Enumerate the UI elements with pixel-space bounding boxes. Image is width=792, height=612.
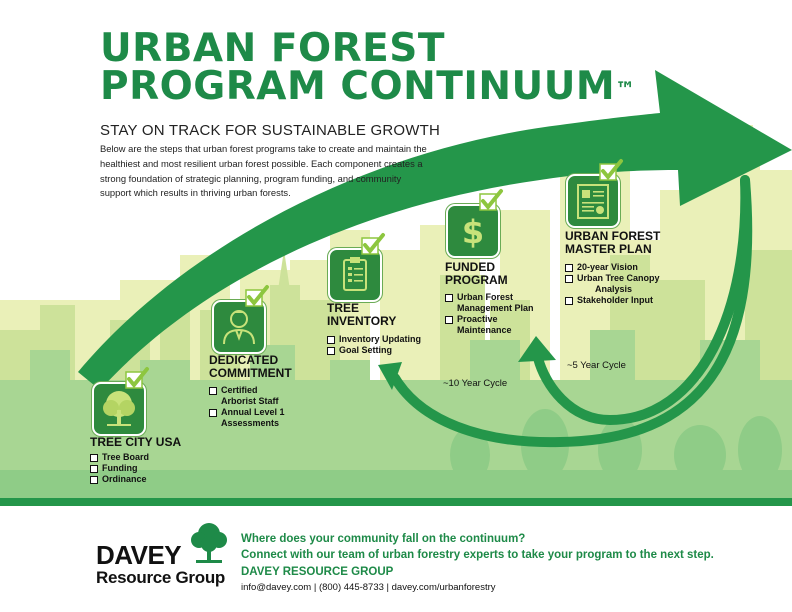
stage-title-line: INVENTORY — [327, 314, 397, 328]
checklist-item-line: Analysis — [595, 284, 633, 294]
stage-title-line: URBAN FOREST — [565, 229, 661, 243]
checklist-item — [445, 292, 534, 314]
title-line-1: URBAN FOREST — [100, 26, 445, 71]
checklist-item: Goal Setting — [327, 345, 421, 356]
checkmark-icon — [478, 188, 504, 214]
tree-city-usa-checklist — [90, 452, 149, 485]
checklist-item: 20-year Vision — [565, 262, 660, 273]
checklist-item-line: Urban Tree Canopy — [577, 273, 660, 283]
trademark-symbol: ™ — [615, 77, 636, 101]
checklist-item-line: Proactive — [457, 314, 498, 324]
stage-title-line: MASTER PLAN — [565, 242, 652, 256]
stage-title-master-plan — [565, 230, 660, 256]
davey-logo-wordmark: DAVEY — [96, 540, 182, 570]
stage-title-line: PROGRAM — [445, 273, 508, 287]
five-year-cycle-label: ~5 Year Cycle — [567, 360, 626, 371]
davey-tree-logo-icon — [188, 520, 230, 566]
page-title — [100, 26, 636, 109]
stage-title-dedicated-commitment — [209, 354, 292, 380]
cta-question: Where does your community fall on the continuum? — [241, 533, 526, 545]
contact-info: info@davey.com | (800) 445-8733 | davey.com/urbanforestry — [241, 582, 496, 593]
stage-title-tree-inventory — [327, 302, 396, 328]
intro-paragraph: Below are the steps that urban forest programs take to create and maintain the healthiest and most resilient urban forest possible. Each component creates a strong foundation of strategic planning, program funding, and community support which results in thriving urban forests. — [100, 143, 427, 199]
stage-title-tree-city-usa: TREE CITY USA — [90, 435, 182, 449]
checklist-item — [445, 314, 534, 336]
cta-message: Connect with our team of urban forestry experts to take your program to the next step. — [241, 549, 714, 561]
funded-program-checklist — [445, 292, 534, 336]
checklist-item-line: Management Plan — [457, 303, 534, 313]
stage-title-line: COMMITMENT — [209, 366, 292, 380]
checkmark-icon — [244, 284, 270, 310]
checklist-item-line: Assessments — [221, 418, 280, 428]
stage-title-line: TREE — [327, 301, 360, 315]
dedicated-commitment-checklist — [209, 385, 285, 429]
tree-inventory-checklist — [327, 334, 421, 356]
checklist-item — [209, 385, 285, 407]
stage-title-line: FUNDED — [445, 260, 495, 274]
checkmark-icon — [124, 366, 150, 392]
checklist-item-line: Arborist Staff — [221, 396, 279, 406]
stage-title-funded-program — [445, 261, 508, 287]
checklist-item: Funding — [90, 463, 149, 474]
title-line-2: PROGRAM CONTINUUM — [100, 64, 616, 109]
checkmark-icon — [360, 232, 386, 258]
subtitle: STAY ON TRACK FOR SUSTAINABLE GROWTH — [100, 122, 441, 139]
checklist-item — [565, 273, 660, 295]
checklist-item — [209, 407, 285, 429]
checklist-item-line: Urban Forest — [457, 292, 514, 302]
stage-title-line: DEDICATED — [209, 353, 279, 367]
master-plan-checklist — [565, 262, 660, 306]
checklist-item: Tree Board — [90, 452, 149, 463]
brand-name: DAVEY RESOURCE GROUP — [241, 566, 394, 578]
checklist-item: Stakeholder Input — [565, 295, 660, 306]
ten-year-cycle-label: ~10 Year Cycle — [443, 378, 508, 389]
checklist-item-line: Annual Level 1 — [221, 407, 285, 417]
checklist-item-line: Certified — [221, 385, 258, 395]
svg-text:$: $ — [461, 213, 485, 251]
footer-divider — [0, 498, 792, 506]
checkmark-icon — [598, 158, 624, 184]
checklist-item-line: Maintenance — [457, 325, 512, 335]
davey-logo-subtitle: Resource Group — [96, 568, 225, 587]
checklist-item: Ordinance — [90, 474, 149, 485]
checklist-item: Inventory Updating — [327, 334, 421, 345]
